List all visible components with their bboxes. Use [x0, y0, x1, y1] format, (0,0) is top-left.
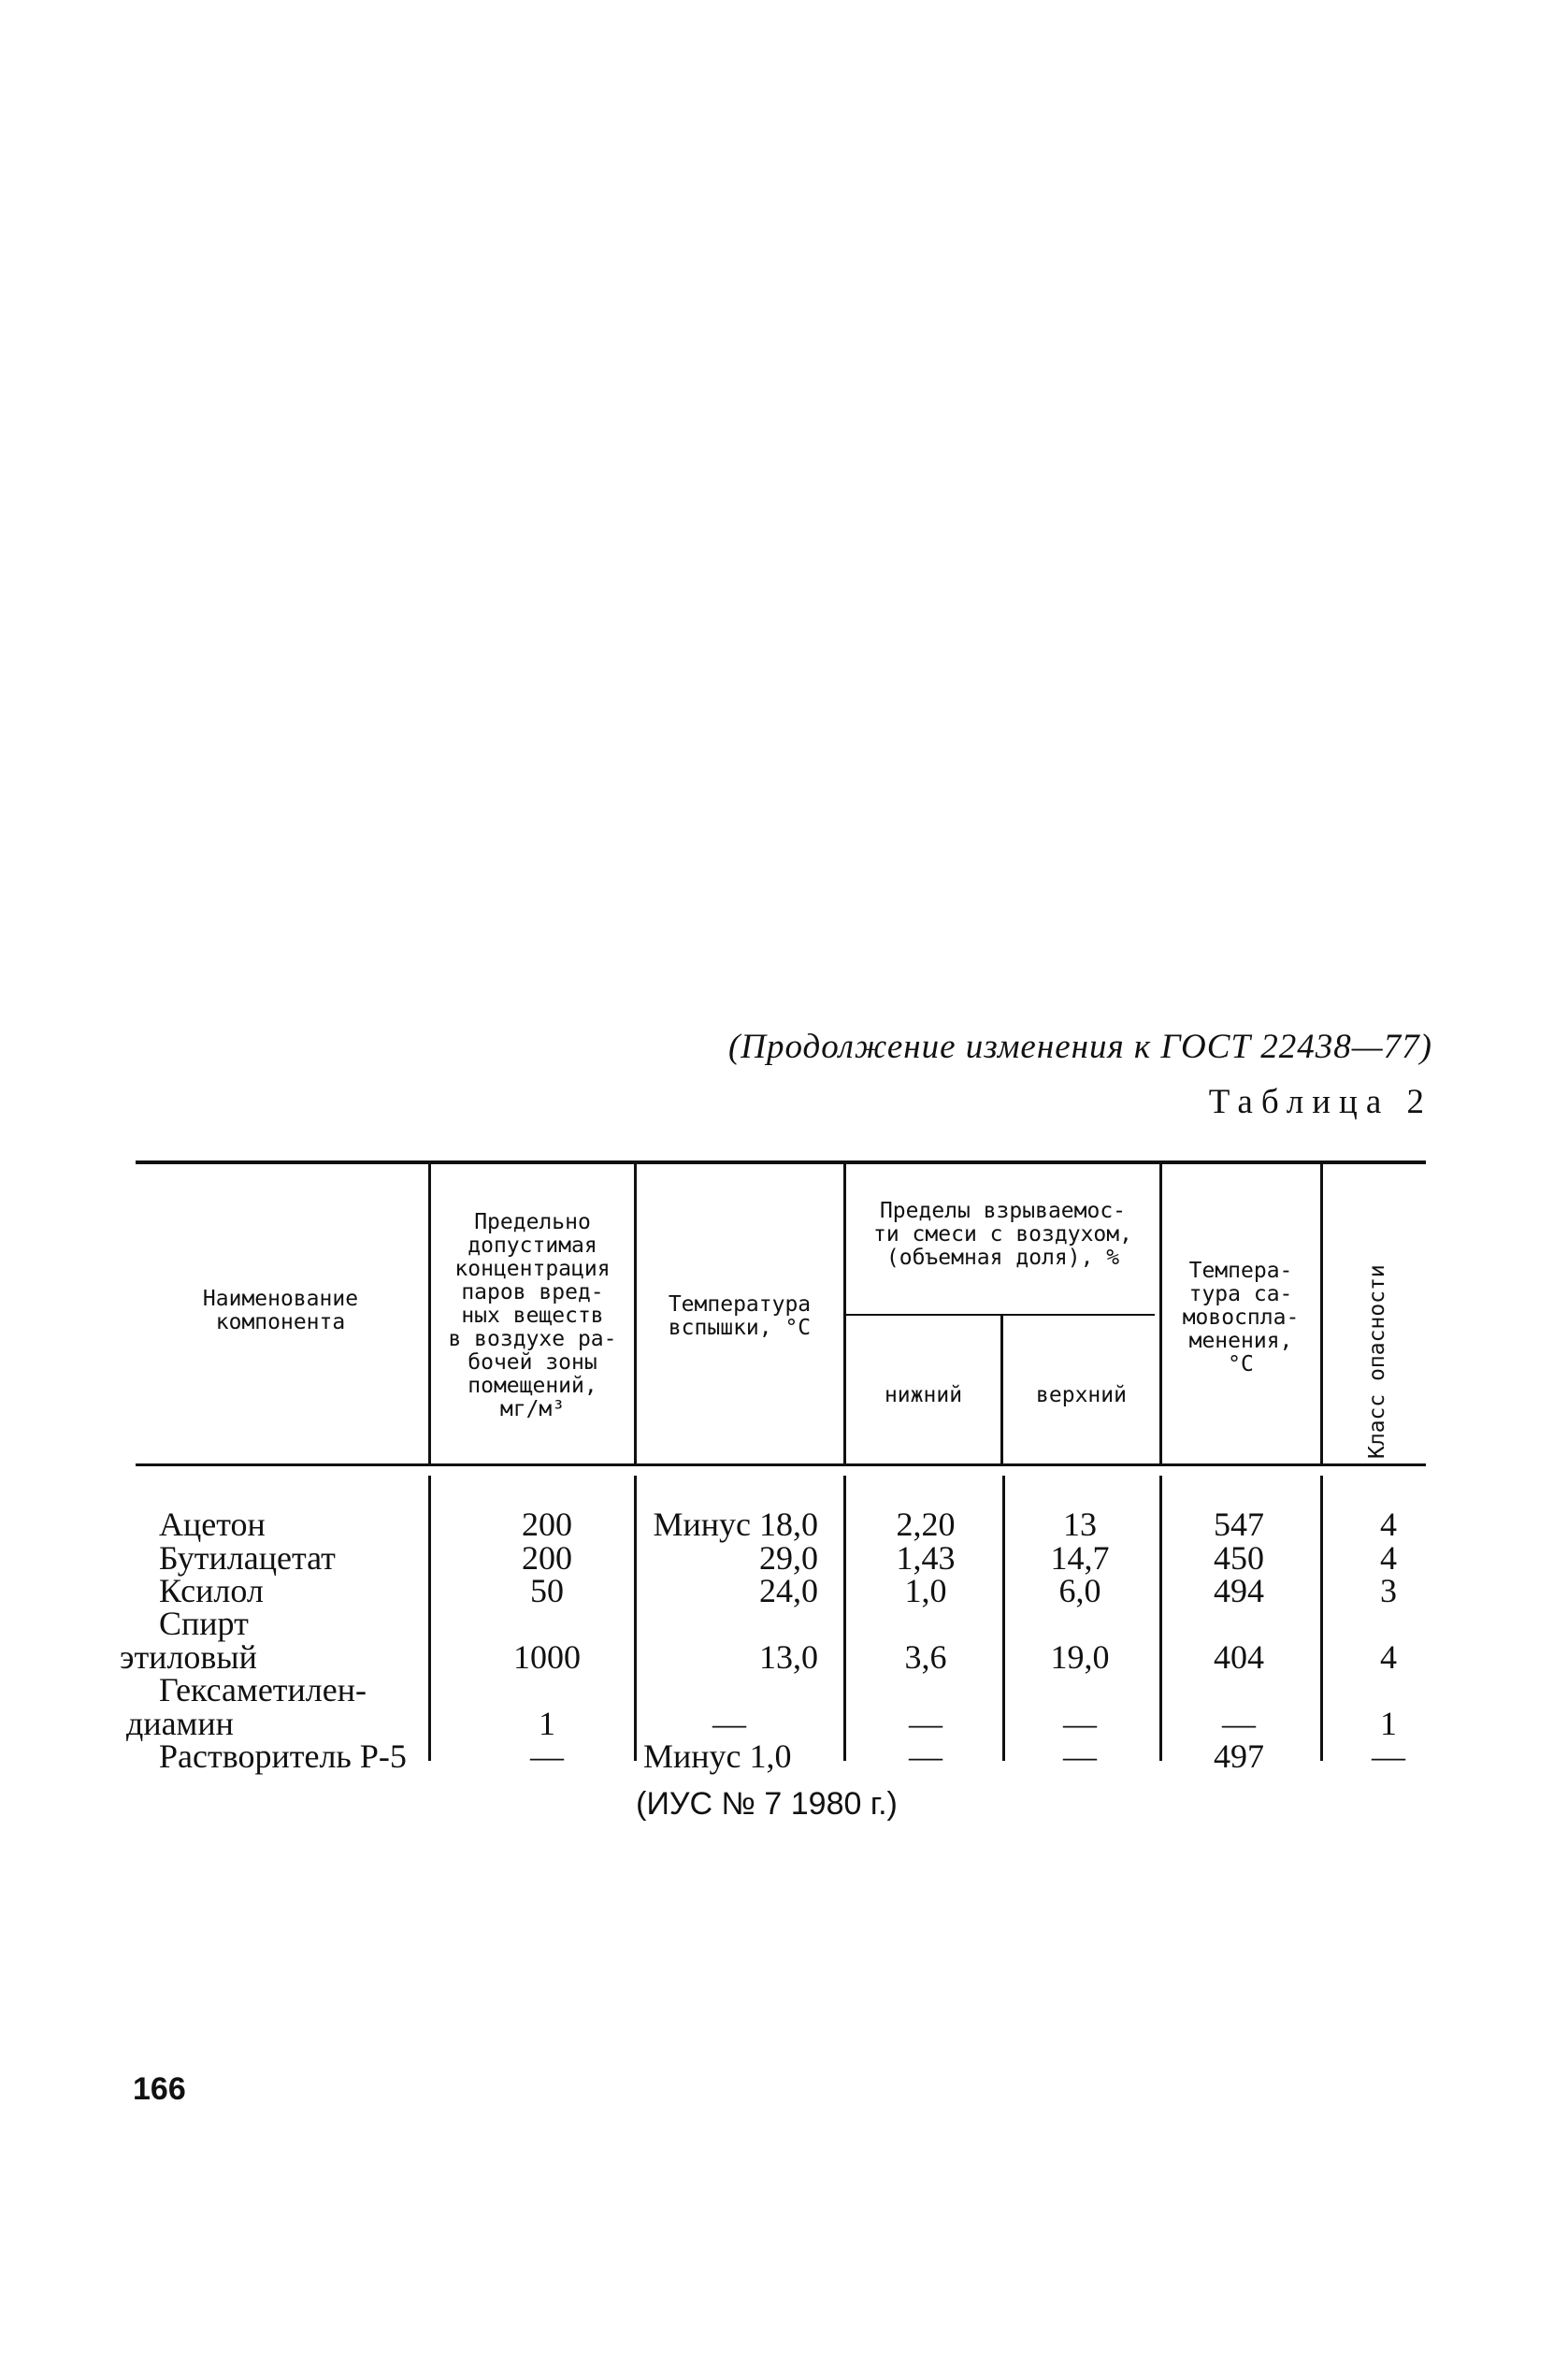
header-upper-limit: верхний — [1036, 1383, 1127, 1407]
cell-flash-point: 24,0 — [759, 1572, 818, 1609]
cell-upper-limit: 13 — [1063, 1506, 1097, 1543]
cell-flash-point: 29,0 — [759, 1539, 818, 1577]
body-divider — [1159, 1476, 1162, 1761]
cell-autoignition: 547 — [1214, 1506, 1264, 1543]
cell-upper-limit: — — [1063, 1705, 1097, 1742]
amendment-footnote: (ИУС № 7 1980 г.) — [636, 1786, 898, 1822]
cell-flash-point: Минус 18,0 — [653, 1506, 818, 1543]
cell-flash-point: — — [712, 1705, 746, 1742]
cell-lower-limit: — — [909, 1705, 942, 1742]
cell-name: Ксилол — [159, 1572, 264, 1609]
cell-upper-limit: 14,7 — [1050, 1539, 1110, 1577]
cell-name: Бутилацетат — [159, 1539, 336, 1577]
header-explosion-limits: Пределы взрываемос- ти смеси с воздухом, (объемная доля), % — [873, 1199, 1132, 1270]
cell-pdk: 200 — [522, 1539, 572, 1577]
cell-hazard-class: 4 — [1380, 1506, 1397, 1543]
header-divider — [1320, 1164, 1323, 1463]
table-header-rule — [136, 1463, 1426, 1466]
cell-flash-point: Минус 1,0 — [643, 1737, 792, 1775]
cell-name: Гексаметилен- — [159, 1671, 367, 1708]
cell-pdk: 200 — [522, 1506, 572, 1543]
document-caption: (Продолжение изменения к ГОСТ 22438—77) — [727, 1028, 1432, 1066]
cell-pdk: 50 — [530, 1572, 564, 1609]
cell-pdk: 1 — [539, 1705, 555, 1742]
cell-lower-limit: 3,6 — [904, 1638, 947, 1676]
header-hazard-class: Класс опасности — [1365, 1264, 1389, 1459]
header-divider — [634, 1164, 637, 1463]
cell-name: Спирт — [159, 1605, 249, 1642]
header-divider — [428, 1164, 431, 1463]
cell-flash-point: 13,0 — [759, 1638, 818, 1676]
cell-autoignition: 404 — [1214, 1638, 1264, 1676]
cell-lower-limit: — — [909, 1737, 942, 1775]
header-name: Наименование компонента — [202, 1287, 359, 1334]
cell-autoignition: — — [1222, 1705, 1256, 1742]
cell-hazard-class: — — [1372, 1737, 1405, 1775]
cell-autoignition: 494 — [1214, 1572, 1264, 1609]
cell-pdk: 1000 — [513, 1638, 581, 1676]
table-top-rule — [136, 1160, 1426, 1164]
cell-lower-limit: 1,0 — [904, 1572, 947, 1609]
cell-hazard-class: 1 — [1380, 1705, 1397, 1742]
body-divider — [428, 1476, 431, 1761]
cell-lower-limit: 1,43 — [896, 1539, 956, 1577]
cell-name-continued: диамин — [126, 1705, 234, 1742]
table-title: Таблица 2 — [1208, 1083, 1432, 1121]
body-divider — [1320, 1476, 1323, 1761]
cell-upper-limit: 6,0 — [1058, 1572, 1101, 1609]
cell-pdk: — — [530, 1737, 564, 1775]
header-flash-point: Температура вспышки, °С — [668, 1292, 812, 1340]
cell-lower-limit: 2,20 — [896, 1506, 956, 1543]
cell-name: Растворитель Р-5 — [159, 1737, 407, 1775]
header-autoignition: Темпера- тура са- мовоспла- менения, °С — [1182, 1259, 1300, 1377]
cell-hazard-class: 3 — [1380, 1572, 1397, 1609]
header-pdk: Предельно допустимая концентрация паров вред- ных веществ в воздухе ра- бочей зоны помещений, мг/м³ — [448, 1210, 617, 1421]
page-number: 166 — [133, 2071, 186, 2107]
cell-autoignition: 497 — [1214, 1737, 1264, 1775]
cell-upper-limit: 19,0 — [1050, 1638, 1110, 1676]
cell-upper-limit: — — [1063, 1737, 1097, 1775]
cell-hazard-class: 4 — [1380, 1539, 1397, 1577]
header-lower-limit: нижний — [884, 1383, 963, 1407]
cell-autoignition: 450 — [1214, 1539, 1264, 1577]
cell-name-continued: этиловый — [120, 1638, 257, 1676]
cell-name: Ацетон — [159, 1506, 266, 1543]
cell-hazard-class: 4 — [1380, 1638, 1397, 1676]
